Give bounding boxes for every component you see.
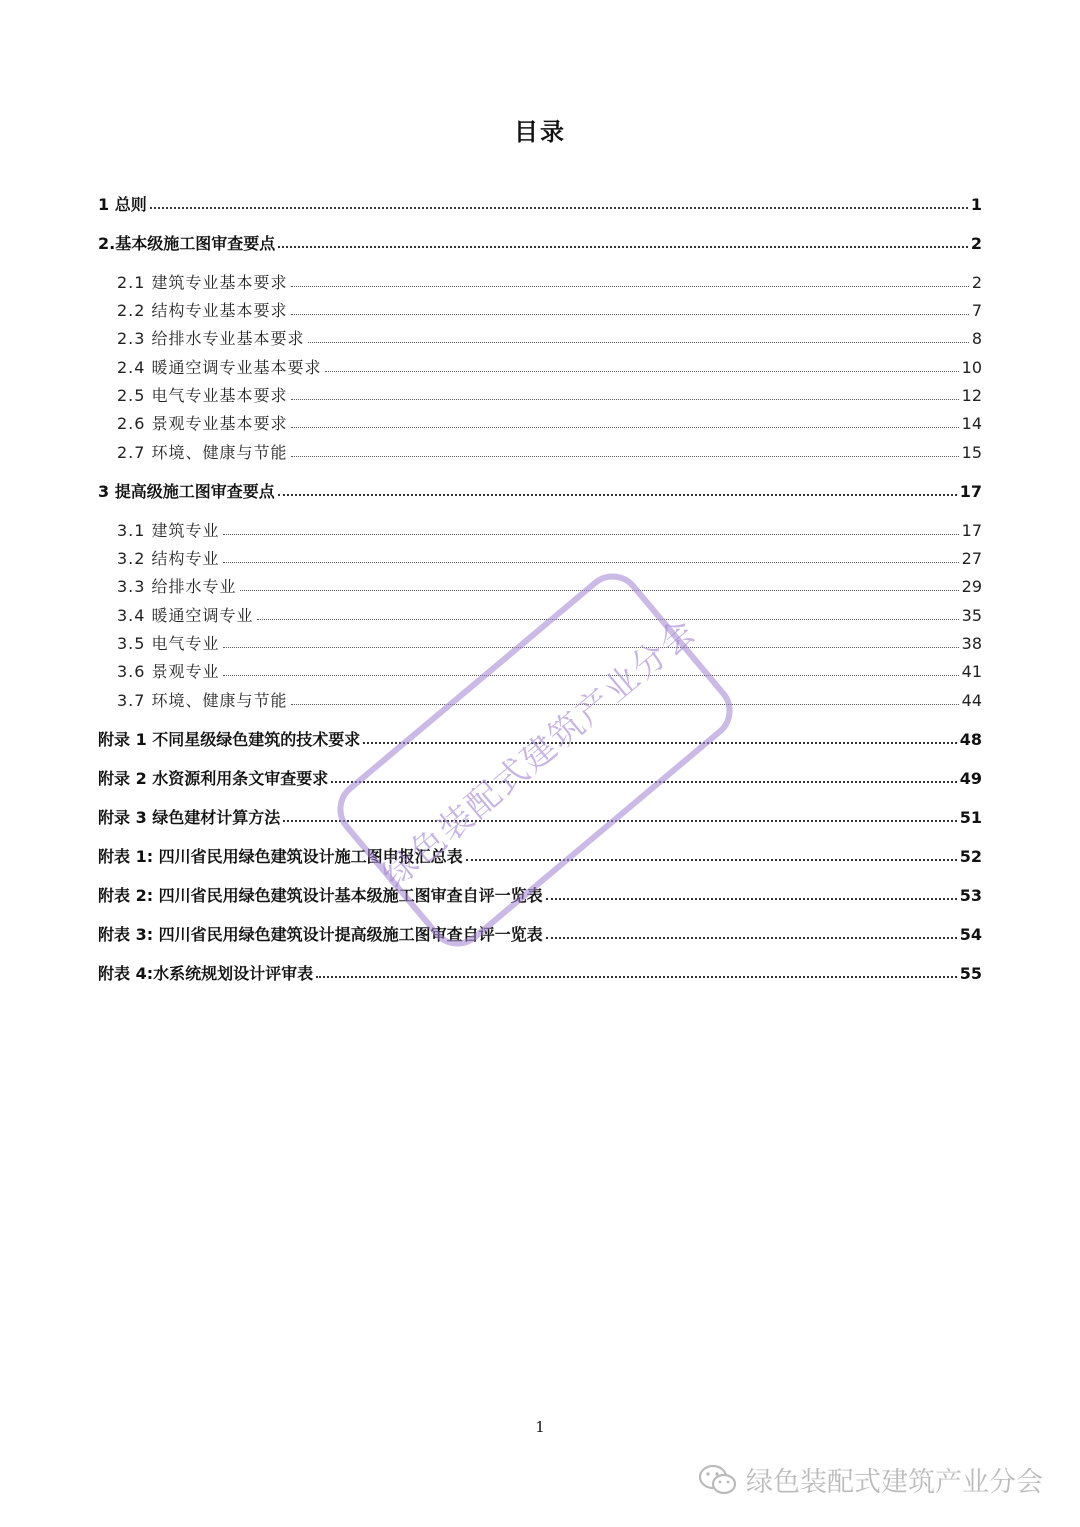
toc-entry-label: 附录 1 不同星级绿色建筑的技术要求 bbox=[98, 730, 361, 749]
toc-entry[interactable] bbox=[98, 883, 982, 905]
toc-entry-page: 51 bbox=[959, 808, 982, 827]
stamp-text: 绿色装配式建筑产业分会 bbox=[375, 610, 705, 896]
toc-entry-page: 8 bbox=[971, 329, 982, 348]
toc-dot-leader bbox=[240, 590, 959, 591]
toc-entry[interactable] bbox=[117, 355, 982, 377]
toc-entry[interactable] bbox=[98, 766, 982, 788]
page-number: 1 bbox=[535, 1418, 545, 1436]
toc-entry-label: 附录 2 水资源利用条文审查要求 bbox=[98, 769, 329, 788]
toc-dot-leader bbox=[291, 286, 969, 287]
toc-entry-label: 3.6 景观专业 bbox=[117, 662, 220, 681]
toc-entry[interactable] bbox=[117, 631, 982, 653]
toc-entry-label: 3 提高级施工图审查要点 bbox=[98, 482, 275, 501]
toc-dot-leader bbox=[316, 976, 957, 978]
toc-entry-page: 48 bbox=[959, 730, 982, 749]
toc-dot-leader bbox=[546, 898, 957, 900]
toc-entry-page: 2 bbox=[970, 234, 982, 253]
toc-entry[interactable] bbox=[117, 383, 982, 405]
toc-entry-page: 12 bbox=[961, 386, 982, 405]
toc-entry[interactable] bbox=[117, 518, 982, 540]
toc-dot-leader bbox=[363, 742, 956, 744]
toc-entry[interactable] bbox=[117, 659, 982, 681]
toc-entry-label: 附表 2: 四川省民用绿色建筑设计基本级施工图审查自评一览表 bbox=[98, 886, 543, 905]
toc-entry-label: 2.5 电气专业基本要求 bbox=[117, 386, 288, 405]
toc-entry[interactable] bbox=[117, 298, 982, 320]
toc-entry-page: 17 bbox=[959, 482, 982, 501]
toc-entry-page: 49 bbox=[959, 769, 982, 788]
toc-entry-label: 附录 3 绿色建材计算方法 bbox=[98, 808, 281, 827]
toc-entry[interactable] bbox=[98, 231, 982, 253]
toc-entry-label: 3.7 环境、健康与节能 bbox=[117, 691, 288, 710]
toc-entry-label: 3.3 给排水专业 bbox=[117, 577, 237, 596]
toc-entry-label: 2.4 暖通空调专业基本要求 bbox=[117, 358, 322, 377]
toc-dot-leader bbox=[223, 562, 959, 563]
toc-dot-leader bbox=[278, 494, 957, 496]
page-title: 目录 bbox=[514, 118, 566, 146]
toc-dot-leader bbox=[223, 675, 959, 676]
toc-entry[interactable] bbox=[98, 844, 982, 866]
toc-dot-leader bbox=[257, 619, 959, 620]
toc-entry-label: 附表 4:水系统规划设计评审表 bbox=[98, 964, 314, 983]
toc-entry-page: 14 bbox=[961, 414, 982, 433]
toc-entry-page: 15 bbox=[961, 443, 982, 462]
toc-entry[interactable] bbox=[117, 411, 982, 433]
toc-entry-label: 3.4 暖通空调专业 bbox=[117, 606, 254, 625]
toc-dot-leader bbox=[278, 246, 968, 248]
toc-dot-leader bbox=[291, 456, 959, 457]
toc-dot-leader bbox=[223, 647, 959, 648]
toc-entry[interactable] bbox=[98, 961, 982, 983]
toc-entry-label: 2.2 结构专业基本要求 bbox=[117, 301, 288, 320]
toc-entry-label: 2.基本级施工图审查要点 bbox=[98, 234, 276, 253]
toc-entry-page: 54 bbox=[959, 925, 982, 944]
wechat-account-name: 绿色装配式建筑产业分会 bbox=[746, 1467, 1043, 1498]
toc-entry[interactable] bbox=[117, 440, 982, 462]
toc-entry-label: 3.2 结构专业 bbox=[117, 549, 220, 568]
toc-entry-page: 2 bbox=[971, 273, 982, 292]
toc-entry-label: 2.3 给排水专业基本要求 bbox=[117, 329, 305, 348]
toc-entry-page: 41 bbox=[961, 662, 982, 681]
toc-dot-leader bbox=[325, 371, 959, 372]
toc-entry-page: 38 bbox=[961, 634, 982, 653]
toc-entry-label: 2.7 环境、健康与节能 bbox=[117, 443, 288, 462]
toc-dot-leader bbox=[223, 534, 959, 535]
toc-dot-leader bbox=[546, 937, 957, 939]
toc-entry[interactable] bbox=[117, 270, 982, 292]
toc-entry-label: 附表 1: 四川省民用绿色建筑设计施工图申报汇总表 bbox=[98, 847, 463, 866]
toc-entry-page: 27 bbox=[961, 549, 982, 568]
toc-entry-label: 1 总则 bbox=[98, 195, 147, 214]
toc-dot-leader bbox=[291, 704, 959, 705]
toc-entry-label: 3.5 电气专业 bbox=[117, 634, 220, 653]
toc-dot-leader bbox=[291, 427, 959, 428]
toc-entry[interactable] bbox=[117, 603, 982, 625]
toc-dot-leader bbox=[283, 820, 956, 822]
toc-dot-leader bbox=[331, 781, 956, 783]
wechat-icon bbox=[698, 1463, 738, 1497]
toc-entry-page: 1 bbox=[970, 195, 982, 214]
toc-entry[interactable] bbox=[98, 192, 982, 214]
toc-entry[interactable] bbox=[98, 805, 982, 827]
toc-dot-leader bbox=[291, 399, 959, 400]
toc-dot-leader bbox=[466, 859, 957, 861]
toc-entry[interactable] bbox=[117, 546, 982, 568]
toc-entry-page: 29 bbox=[961, 577, 982, 596]
toc-entry[interactable] bbox=[117, 688, 982, 710]
toc-entry-label: 3.1 建筑专业 bbox=[117, 521, 220, 540]
toc-entry-label: 2.6 景观专业基本要求 bbox=[117, 414, 288, 433]
toc-entry[interactable] bbox=[117, 574, 982, 596]
toc-entry-page: 10 bbox=[961, 358, 982, 377]
toc-entry-page: 53 bbox=[959, 886, 982, 905]
toc-entry-label: 2.1 建筑专业基本要求 bbox=[117, 273, 288, 292]
toc-dot-leader bbox=[291, 314, 969, 315]
toc-entry-page: 55 bbox=[959, 964, 982, 983]
toc-entry-page: 17 bbox=[961, 521, 982, 540]
toc-entry-page: 35 bbox=[961, 606, 982, 625]
toc-entry-page: 7 bbox=[971, 301, 982, 320]
toc-entry[interactable] bbox=[98, 479, 982, 501]
toc-entry-label: 附表 3: 四川省民用绿色建筑设计提高级施工图审查自评一览表 bbox=[98, 925, 543, 944]
toc-entry-page: 52 bbox=[959, 847, 982, 866]
toc-dot-leader bbox=[150, 207, 968, 209]
toc-entry[interactable] bbox=[117, 326, 982, 348]
wechat-watermark bbox=[698, 1460, 1043, 1499]
toc-entry[interactable] bbox=[98, 922, 982, 944]
toc-dot-leader bbox=[308, 342, 969, 343]
toc-entry[interactable] bbox=[98, 727, 982, 749]
toc-entry-page: 44 bbox=[961, 691, 982, 710]
